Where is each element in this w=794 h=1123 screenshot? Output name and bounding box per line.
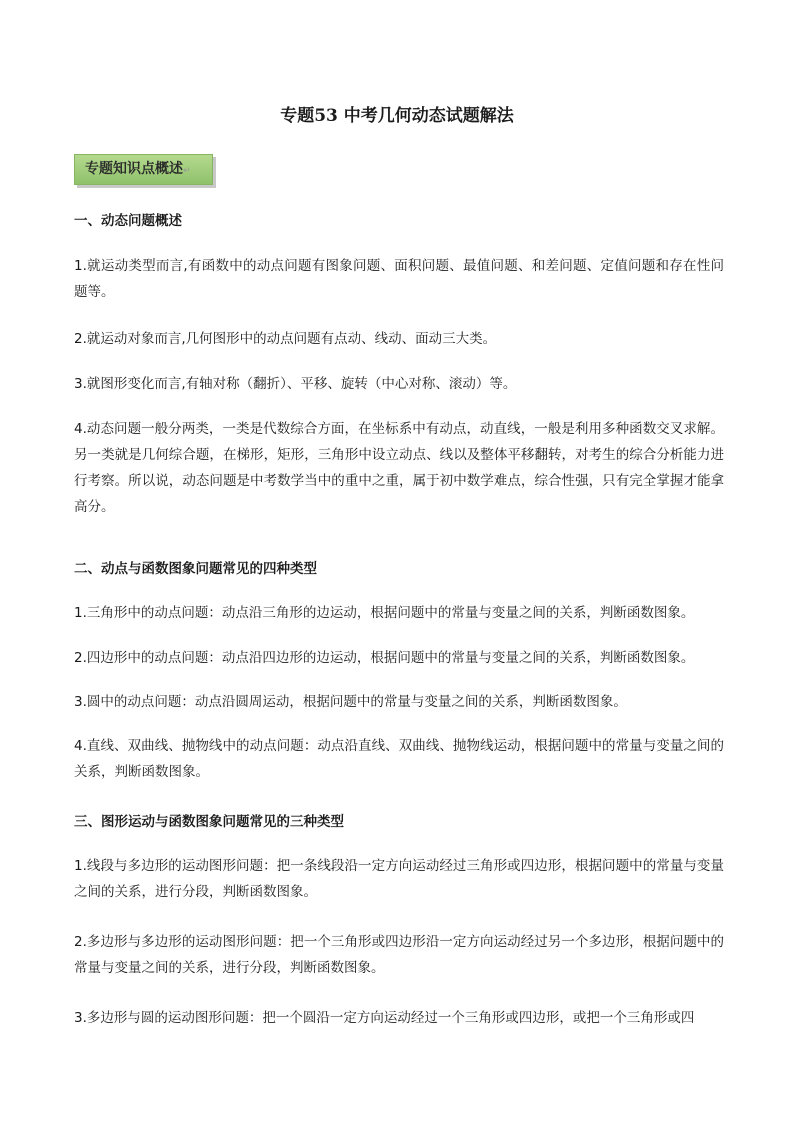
section-heading-3: 三、图形运动与函数图象问题常见的三种类型 (74, 814, 344, 830)
paragraph: 3.就图形变化而言,有轴对称（翻折）、平移、旋转（中心对称、滚动）等。 (74, 376, 517, 392)
document-title: 专题53 中考几何动态试题解法 (280, 106, 514, 126)
paragraph: 3.多边形与圆的运动图形问题：把一个圆沿一定方向运动经过一个三角形或四边形，或把一个三角形或四 (74, 1010, 695, 1026)
paragraph: 1.就运动类型而言,有函数中的动点问题有图象问题、面积问题、最值问题、和差问题、定值问题和存在性问题等。 (74, 258, 724, 300)
section-banner (74, 154, 213, 185)
paragraph: 1.三角形中的动点问题：动点沿三角形的边运动，根据问题中的常量与变量之间的关系，判断函数图象。 (74, 605, 695, 621)
paragraph: 2.多边形与多边形的运动图形问题：把一个三角形或四边形沿一定方向运动经过另一个多边形，根据问题中的常量与变量之间的关系，进行分段，判断函数图象。 (74, 934, 724, 976)
banner-label: 专题知识点概述 (85, 161, 183, 177)
paragraph: 2.四边形中的动点问题：动点沿四边形的边运动，根据问题中的常量与变量之间的关系，判断函数图象。 (74, 650, 695, 666)
paragraph-mark-icon: ↵ (183, 166, 191, 176)
paragraph: 1.线段与多边形的运动图形问题：把一条线段沿一定方向运动经过三角形或四边形，根据问题中的常量与变量之间的关系，进行分段，判断函数图象。 (74, 858, 724, 900)
paragraph: 2.就运动对象而言,几何图形中的动点问题有点动、线动、面动三大类。 (74, 331, 497, 347)
paragraph: 4.直线、双曲线、抛物线中的动点问题：动点沿直线、双曲线、抛物线运动，根据问题中的常量与变量之间的关系，判断函数图象。 (74, 738, 724, 780)
paragraph: 4.动态问题一般分两类，一类是代数综合方面，在坐标系中有动点，动直线，一般是利用多种函数交叉求解。另一类就是几何综合题，在梯形，矩形，三角形中设立动点、线以及整体平移翻转，对考生的综合分析能力进行考察。所以说，动态问题是中考数学当中的重中之重，属于初中数学难点，综合性强，只有完全掌握才能拿高分。 (74, 421, 724, 515)
paragraph: 3.圆中的动点问题：动点沿圆周运动，根据问题中的常量与变量之间的关系，判断函数图象。 (74, 694, 627, 710)
section-heading-1: 一、动态问题概述 (74, 213, 182, 229)
section-heading-2: 二、动点与函数图象问题常见的四种类型 (74, 561, 317, 577)
